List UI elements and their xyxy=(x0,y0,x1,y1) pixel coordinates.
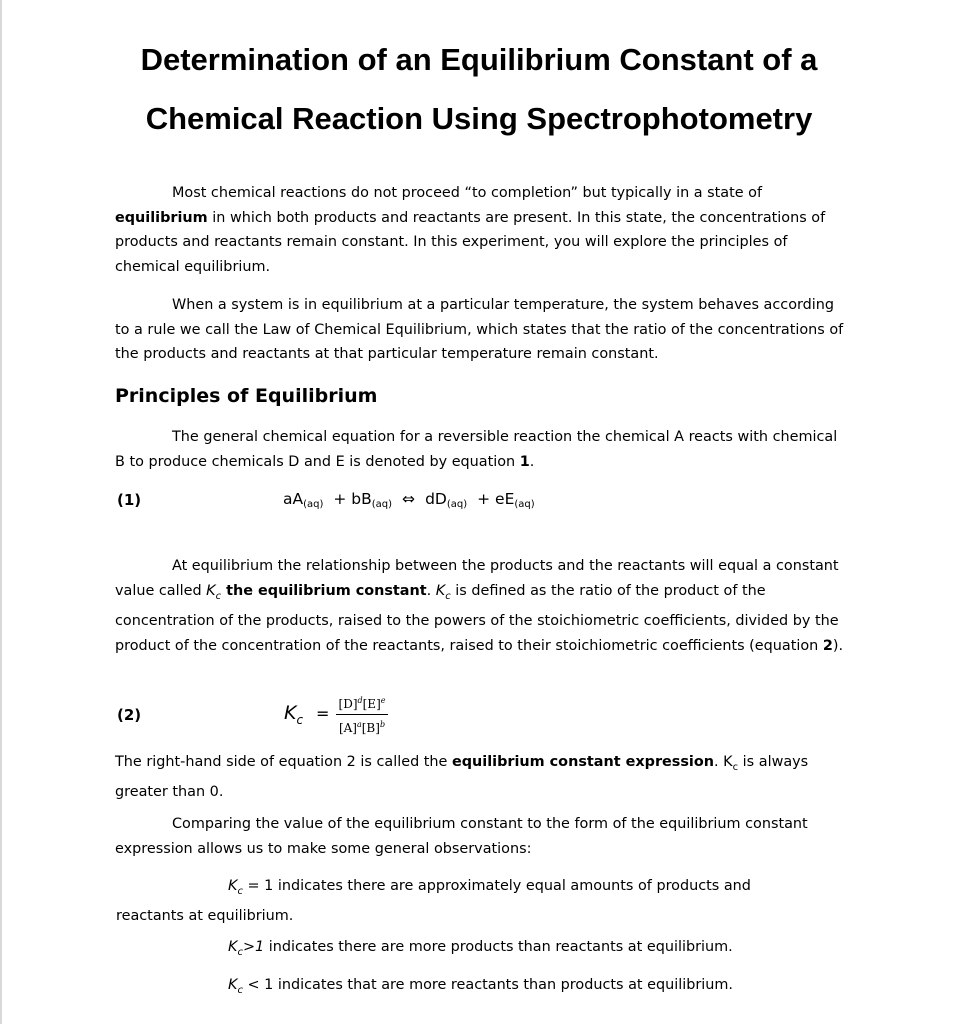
o2-operator: >1 xyxy=(242,939,265,955)
o3-k: K xyxy=(228,977,238,993)
p4-bold-term: the equilibrium constant xyxy=(221,582,427,599)
observation-kc-greater-1 xyxy=(228,935,733,965)
principles-text-a: The general chemical equation for a reversible reaction the chemical A reacts with chemical B to produce chemicals D and E is denoted by equation xyxy=(115,429,838,470)
o3-text: < 1 indicates that are more reactants than products at equilibrium. xyxy=(242,977,733,993)
title-line-2: Chemical Reaction Using Spectrophotometry xyxy=(145,101,813,136)
equation-2-lhs xyxy=(284,702,303,727)
den-a-exp: a xyxy=(356,720,362,729)
num-d: [D] xyxy=(338,697,358,711)
p4-kc-sub-2: c xyxy=(445,590,451,602)
equation-1 xyxy=(283,490,535,510)
principles-paragraph xyxy=(115,425,850,474)
eq1-term-d: dD xyxy=(425,490,447,508)
o2-sub: c xyxy=(237,946,243,958)
o1-k: K xyxy=(228,878,238,894)
o2-k: K xyxy=(228,939,238,955)
p4-text-b: . xyxy=(426,582,436,599)
intro-p1-text-b: in which both products and reactants are present. In this state, the concentrations of products and reactants remain constant. In this experiment, you will explore the principles of chemical equilibrium. xyxy=(115,209,826,275)
o2-text: indicates there are more products than reactants at equilibrium. xyxy=(264,939,733,955)
den-b: [B] xyxy=(361,721,380,735)
eq1-sub-e: (aq) xyxy=(514,499,535,510)
num-e: [E] xyxy=(362,697,381,711)
p5-text-a: The right-hand side of equation 2 is called the xyxy=(115,754,452,770)
equation-2-equals: = xyxy=(316,704,330,723)
o3-sub: c xyxy=(237,984,243,996)
p4-kc-sub-1: c xyxy=(215,590,222,602)
eq1-term-e: + eE xyxy=(477,490,515,508)
o1-sub: c xyxy=(237,885,243,897)
equation-1-number: (1) xyxy=(117,491,142,509)
intro-p1-bold-term: equilibrium xyxy=(115,209,208,226)
den-a: [A] xyxy=(338,721,357,735)
equilibrium-expression-fraction xyxy=(336,693,388,736)
p5-text-c: is always greater than 0. xyxy=(115,754,809,801)
intro-paragraph-2: When a system is in equilibrium at a particular temperature, the system behaves according to a rule we call the Law of Chemical Equilibrium, which states that the ratio of the concentrations of the products and reactants at that particular temperature remain constant. xyxy=(115,297,844,363)
p4-text-a: At equilibrium the relationship between the products and the reactants will equal a constant value called xyxy=(115,558,839,599)
eq1-sub-d: (aq) xyxy=(446,499,468,510)
intro-p1-text-a: Most chemical reactions do not proceed “to completion” but typically in a state of xyxy=(172,185,763,201)
principles-text-b: . xyxy=(529,453,535,470)
eq2-k-sub: c xyxy=(296,712,304,727)
p5-text-b: . K xyxy=(714,754,733,770)
p5-bold-term: equilibrium constant expression xyxy=(451,754,715,770)
p4-bold-eq-ref: 2 xyxy=(822,637,833,654)
observation-kc-less-1 xyxy=(228,973,733,1003)
title-line-1: Determination of an Equilibrium Constant of a xyxy=(140,42,818,77)
expression-paragraph xyxy=(115,750,850,805)
o1-continuation: reactants at equilibrium. xyxy=(116,908,294,925)
fraction-denominator xyxy=(336,715,388,736)
p5-kc-sub: c xyxy=(732,761,739,773)
fraction-numerator xyxy=(336,693,388,715)
equilibrium-arrow-icon: ⇔ xyxy=(402,490,416,508)
num-d-exp: d xyxy=(357,696,363,705)
p4-text-d: ). xyxy=(832,637,844,654)
equation-2-number: (2) xyxy=(117,706,142,724)
equilibrium-constant-paragraph xyxy=(115,554,850,658)
eq1-term-a: aA xyxy=(283,490,304,508)
p4-kc-symbol-2: K xyxy=(435,582,446,599)
o1-text: = 1 indicates there are approximately equal amounts of products and xyxy=(242,878,751,894)
section-heading: Principles of Equilibrium xyxy=(115,385,378,407)
observations-intro-paragraph: Comparing the value of the equilibrium constant to the form of the equilibrium constant expression allows us to make some general observations: xyxy=(115,816,808,857)
p4-kc-symbol-1: K xyxy=(206,582,216,599)
num-e-exp: e xyxy=(380,696,386,705)
eq1-sub-b: (aq) xyxy=(371,499,393,510)
eq1-term-b: + bB xyxy=(333,490,372,508)
eq2-k-symbol: K xyxy=(284,702,297,724)
den-b-exp: b xyxy=(379,720,386,729)
p4-text-c: is defined as the ratio of the product of the concentration of the products, raised to the powers of the stoichiometric coefficients, divided by the product of the concentration of the reactants, raised to their stoichiometric coefficients (equation xyxy=(115,582,839,654)
observation-kc-equal-1 xyxy=(116,874,812,929)
intro-paragraph-1 xyxy=(115,181,850,279)
eq1-sub-a: (aq) xyxy=(303,499,324,510)
principles-bold-eq-ref: 1 xyxy=(519,453,530,470)
